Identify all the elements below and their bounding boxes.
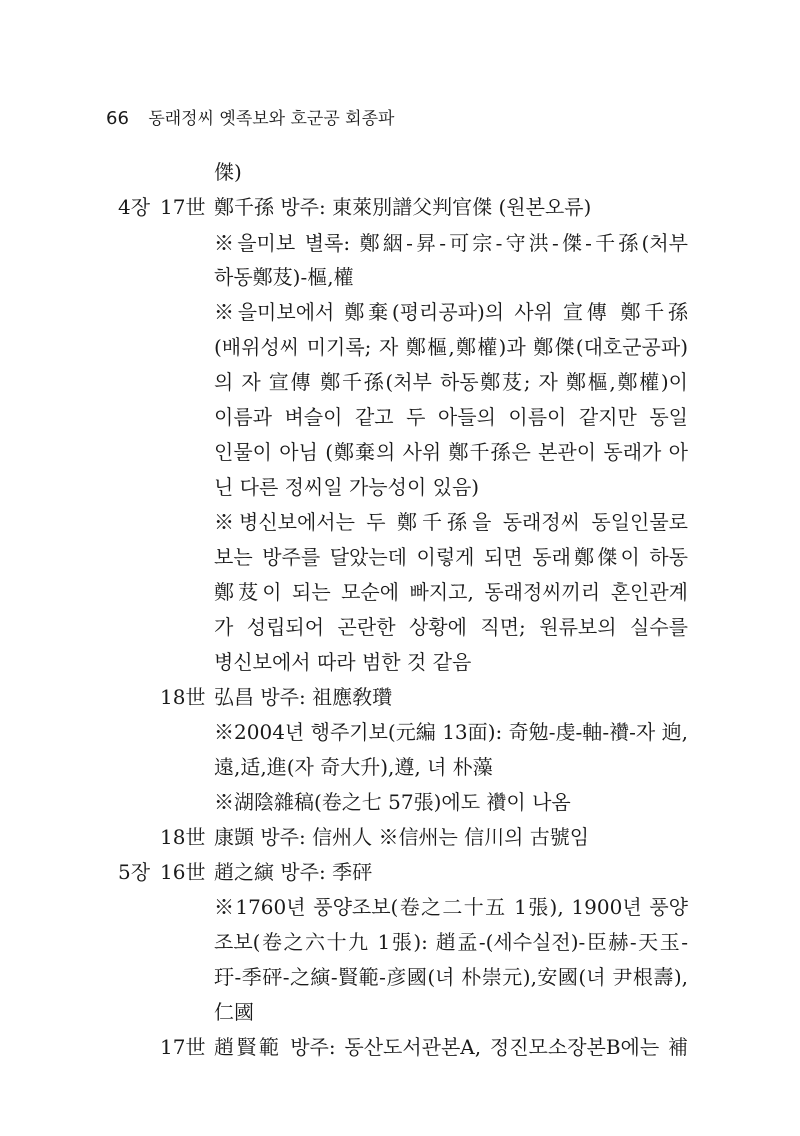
- text-line: 18世: [160, 685, 206, 709]
- text-line: 鄭千孫 방주: 東萊別譜父判官傑 (원본오류): [214, 195, 592, 219]
- text-line: 弘昌 방주: 祖應敎瓚: [214, 685, 393, 709]
- text-line: ※2004년 행주기보(元編 13面): 奇勉-虔-軸-襸-자 逈,: [214, 720, 688, 744]
- text-line: 가 성립되어 곤란한 상황에 직면; 원류보의 실수를: [214, 615, 688, 639]
- text-line: 趙之縯 방주: 季砰: [214, 860, 373, 884]
- running-title: 동래정씨 옛족보와 호군공 회종파: [148, 109, 395, 129]
- text-line: 康顗 방주: 信州人 ※信州는 信川의 古號임: [214, 825, 590, 849]
- page-header: [106, 104, 394, 129]
- text-line: 趙賢範 방주: 동산도서관본A, 정진모소장본B에는 補: [214, 1035, 688, 1059]
- text-line: 병신보에서 따라 범한 것 같음: [214, 650, 472, 674]
- text-line: 傑): [214, 160, 242, 184]
- text-line: 인물이 아님 (鄭棄의 사위 鄭千孫은 본관이 동래가 아: [214, 440, 688, 464]
- text-line: 仁國: [214, 1000, 254, 1024]
- text-line: 닌 다른 정씨일 가능성이 있음): [214, 475, 480, 499]
- text-line: (배위성씨 미기록; 자 鄭樞,鄭權)과 鄭傑(대호군공파): [214, 335, 688, 359]
- text-line: 의 자 宣傳 鄭千孫(처부 하동鄭芨; 자 鄭樞,鄭權)이: [214, 370, 688, 394]
- text-line: 5장: [118, 860, 151, 884]
- page-number: 66: [106, 108, 129, 129]
- text-line: 4장: [118, 195, 151, 219]
- text-line: 이름과 벼슬이 같고 두 아들의 이름이 같지만 동일: [214, 405, 688, 429]
- text-line: 鄭芨이 되는 모순에 빠지고, 동래정씨끼리 혼인관계: [214, 580, 688, 604]
- text-line: ※1760년 풍양조보(卷之二十五 1張), 1900년 풍양: [214, 895, 688, 919]
- text-line: 16世: [160, 860, 206, 884]
- text-line: 18世: [160, 825, 206, 849]
- text-line: 玗-季砰-之縯-賢範-彦國(녀 朴崇元),安國(녀 尹根壽),: [214, 965, 688, 989]
- text-line: 조보(卷之六十九 1張): 趙孟-(세수실전)-臣赫-天玉-: [214, 930, 688, 954]
- text-line: 하동鄭芨)-樞,權: [214, 265, 354, 289]
- text-line: ※을미보 별록: 鄭絪-昇-可宗-守洪-傑-千孫(처부: [214, 231, 688, 255]
- text-line: ※병신보에서는 두 鄭千孫을 동래정씨 동일인물로: [214, 510, 688, 534]
- text-line: 遠,适,進(자 奇大升),遵, 녀 朴藻: [214, 755, 493, 779]
- text-line: ※湖陰雜稿(卷之七 57張)에도 襸이 나옴: [214, 790, 571, 814]
- text-line: ※을미보에서 鄭棄(평리공파)의 사위 宣傳 鄭千孫: [214, 300, 688, 324]
- text-line: 보는 방주를 달았는데 이렇게 되면 동래鄭傑이 하동: [214, 545, 688, 569]
- text-line: 17世: [160, 1035, 206, 1059]
- text-line: 17世: [160, 195, 206, 219]
